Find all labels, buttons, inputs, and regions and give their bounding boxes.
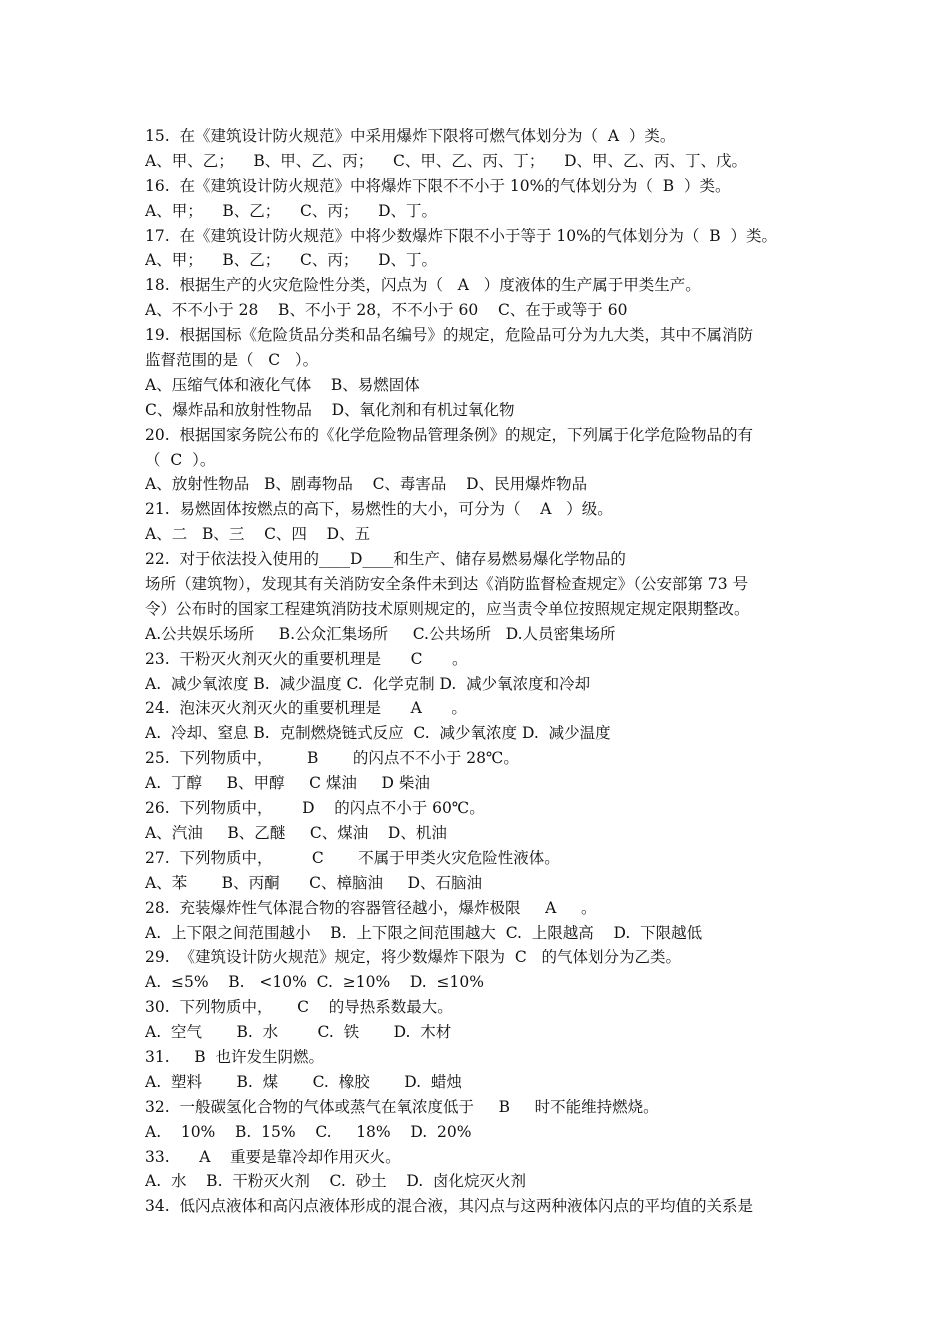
text-line: A、二 B、三 C、四 D、五 bbox=[145, 525, 371, 544]
text-line: A、放射性物品 B、剧毒物品 C、毒害品 D、民用爆炸物品 bbox=[145, 475, 588, 494]
text-line: 28. 充装爆炸性气体混合物的容器管径越小，爆炸极限 A 。 bbox=[145, 898, 597, 917]
text-line: 23. 干粉灭火剂灭火的重要机理是 C 。 bbox=[145, 649, 468, 668]
text-line: A、甲； B、乙； C、丙； D、丁。 bbox=[145, 201, 437, 220]
text-line: A. 空气 B. 水 C. 铁 D. 木材 bbox=[145, 1023, 452, 1042]
text-line: 25. 下列物质中， B 的闪点不不小于 28℃。 bbox=[145, 749, 519, 768]
text-line: 34. 低闪点液体和高闪点液体形成的混合液，其闪点与这两种液体闪点的平均值的关系是 bbox=[145, 1197, 754, 1216]
text-line: A. 水 B. 干粉灭火剂 C. 砂土 D. 卤化烷灭火剂 bbox=[145, 1172, 527, 1191]
text-line: A、压缩气体和液化气体 B、易燃固体 bbox=[145, 375, 420, 394]
text-line: 22. 对于依法投入使用的____D____和生产、储存易燃易爆化学物品的 bbox=[145, 550, 626, 569]
text-line: A. 丁醇 B、甲醇 C 煤油 D 柴油 bbox=[145, 774, 430, 793]
text-line: A、甲； B、乙； C、丙； D、丁。 bbox=[145, 251, 437, 270]
text-line: C、爆炸品和放射性物品 D、氧化剂和有机过氧化物 bbox=[145, 400, 515, 419]
text-line: 场所（建筑物），发现其有关消防安全条件未到达《消防监督检查规定》（公安部第 73 号 bbox=[145, 575, 749, 594]
text-line: （ C ）。 bbox=[145, 450, 216, 469]
text-line: A. 塑料 B. 煤 C. 橡胶 D. 蜡烛 bbox=[145, 1072, 462, 1091]
text-line: A. 10% B. 15% C. 18% D. 20% bbox=[145, 1122, 472, 1141]
text-line: 31. B 也许发生阴燃。 bbox=[145, 1047, 325, 1066]
text-line: 20. 根据国家务院公布的《化学危险物品管理条例》的规定，下列属于化学危险物品的有 bbox=[145, 425, 754, 444]
text-line: A.公共娱乐场所 B.公众汇集场所 C.公共场所 D.人员密集场所 bbox=[145, 624, 616, 643]
text-line: A、汽油 B、乙醚 C、煤油 D、机油 bbox=[145, 823, 447, 842]
text-line: A、不不小于 28 B、不小于 28，不不小于 60 C、在于或等于 60 bbox=[145, 301, 628, 320]
text-line: 18. 根据生产的火灾危险性分类，闪点为（ A ）度液体的生产属于甲类生产。 bbox=[145, 276, 701, 295]
text-line: 21. 易燃固体按燃点的高下，易燃性的大小，可分为（ A ）级。 bbox=[145, 500, 613, 519]
text-line: 24. 泡沫灭火剂灭火的重要机理是 A 。 bbox=[145, 699, 467, 718]
text-line: A. ≤5% B. <10% C. ≥10% D. ≤10% bbox=[145, 973, 484, 992]
text-line: 32. 一般碳氢化合物的气体或蒸气在氧浓度低于 B 时不能维持燃烧。 bbox=[145, 1097, 659, 1116]
text-line: 15. 在《建筑设计防火规范》中采用爆炸下限将可燃气体划分为（ A ）类。 bbox=[145, 127, 676, 145]
text-line: A、甲、乙； B、甲、乙、丙； C、甲、乙、丙、丁； D、甲、乙、丙、丁、戊。 bbox=[145, 151, 747, 170]
text-line: 27. 下列物质中， C 不属于甲类火灾危险性液体。 bbox=[145, 848, 560, 867]
text-line: 33. A 重要是靠冷却作用灭火。 bbox=[145, 1147, 401, 1166]
text-line: 29. 《建筑设计防火规范》规定，将少数爆炸下限为 C 的气体划分为乙类。 bbox=[145, 948, 682, 967]
text-line: 17. 在《建筑设计防火规范》中将少数爆炸下限不小于等于 10%的气体划分为（ B ）类。 bbox=[145, 226, 777, 245]
text-line: A. 减少氧浓度 B. 减少温度 C. 化学克制 D. 减少氧浓度和冷却 bbox=[145, 674, 591, 693]
text-line: A. 上下限之间范围越小 B. 上下限之间范围越大 C. 上限越高 D. 下限越低 bbox=[145, 923, 703, 942]
text-line: 令）公布时的国家工程建筑消防技术原则规定的，应当责令单位按照规定规定限期整改。 bbox=[145, 599, 750, 618]
text-line: 30. 下列物质中， C 的导热系数最大。 bbox=[145, 998, 453, 1017]
text-line: 19. 根据国标《危险货品分类和品名编号》的规定，危险品可分为九大类，其中不属消防 bbox=[145, 326, 754, 345]
document-body bbox=[145, 124, 813, 1219]
text-line: 监督范围的是（ C ）。 bbox=[145, 351, 319, 370]
text-line: A、苯 B、丙酮 C、樟脑油 D、石脑油 bbox=[145, 873, 483, 892]
text-line: 26. 下列物质中， D 的闪点不小于 60℃。 bbox=[145, 799, 485, 818]
text-line: A. 冷却、窒息 B. 克制燃烧链式反应 C. 减少氧浓度 D. 减少温度 bbox=[145, 724, 611, 743]
text-line: 16. 在《建筑设计防火规范》中将爆炸下限不不小于 10%的气体划分为（ B ）类。 bbox=[145, 176, 731, 195]
